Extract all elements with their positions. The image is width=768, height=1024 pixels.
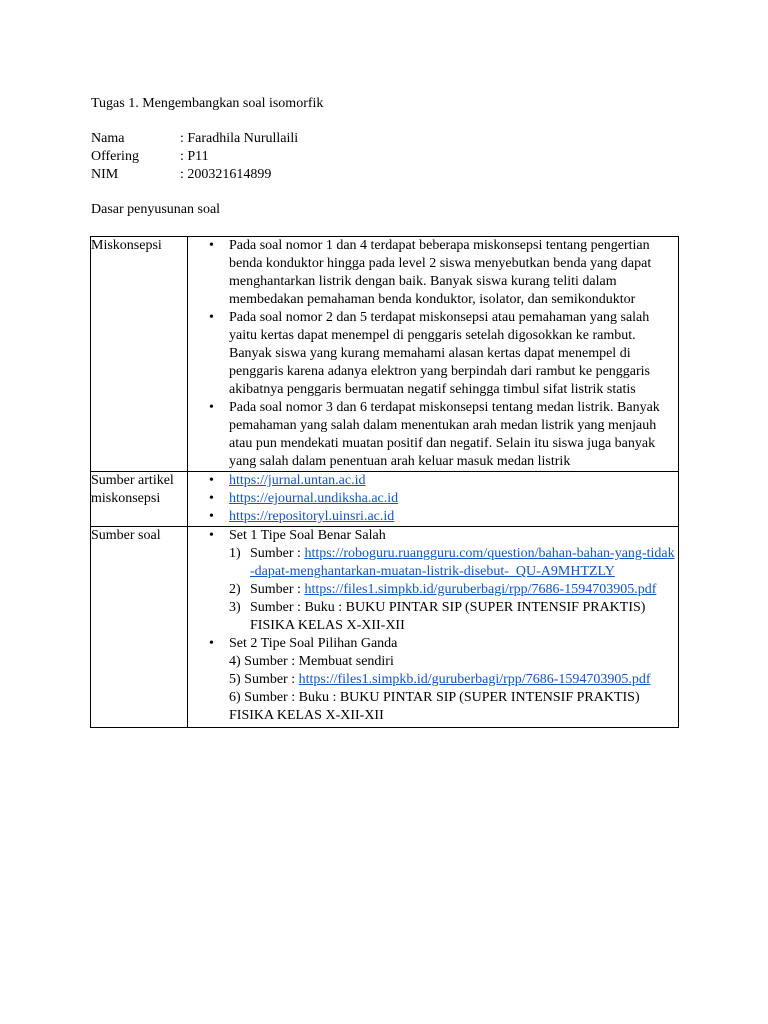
info-label: NIM <box>91 167 119 182</box>
info-value: : P11 <box>180 149 209 164</box>
article-link-list <box>188 472 678 526</box>
student-info <box>91 130 298 184</box>
row-content <box>188 527 679 728</box>
row-label: Sumber artikel miskonsepsi <box>91 472 188 527</box>
item-number: 2) <box>229 582 241 597</box>
question-source-list <box>188 527 678 725</box>
article-link[interactable]: https://jurnal.untan.ac.id <box>229 473 366 488</box>
list-item-set2 <box>188 635 678 725</box>
set-title: • Set 1 Tipe Soal Benar Salah <box>229 528 386 543</box>
list-item: • Pada soal nomor 3 dan 6 terdapat miskonsepsi tentang medan listrik. Banyak pemahaman yang salah dalam menentukan arah medan listrik yang menjauh atau pun mendekati muatan positif dan negatif. Selain itu siswa juga banyak yang salah dalam penentuan arah keluar masuk medan listrik <box>188 399 678 471</box>
article-link[interactable]: https://repositoryl.uinsri.ac.id <box>229 509 395 524</box>
row-content <box>188 472 679 527</box>
section-subtitle: Dasar penyusunan soal <box>91 202 221 217</box>
info-label: Nama <box>91 131 125 146</box>
list-item <box>188 508 678 526</box>
misconception-list <box>188 237 678 471</box>
info-row-nim <box>91 166 298 184</box>
basis-table <box>90 236 679 728</box>
list-item <box>188 490 678 508</box>
list-item-set1 <box>188 527 678 635</box>
info-value: : 200321614899 <box>180 167 272 182</box>
source-link[interactable]: https://roboguru.ruangguru.com/question/bahan-bahan-yang-tidak-dapat-menghantarkan-muatan-listrik-disebut-_QU-A9MHTZLY <box>250 546 675 579</box>
info-value: : Faradhila Nurullaili <box>180 131 299 146</box>
source-line: 4) Sumber : Membuat sendiri <box>229 654 394 669</box>
info-row-offering <box>91 148 298 166</box>
document-title: Tugas 1. Mengembangkan soal isomorfik <box>91 96 324 111</box>
source-link[interactable]: https://files1.simpkb.id/guruberbagi/rpp/7686-1594703905.pdf <box>298 672 651 687</box>
row-label: Sumber soal <box>91 527 188 728</box>
table-row-sumber-artikel <box>91 472 679 527</box>
set-title: • Set 2 Tipe Soal Pilihan Ganda <box>229 636 398 651</box>
source-prefix: 5) Sumber : <box>229 672 299 687</box>
info-label: Offering <box>91 149 139 164</box>
set1-sources <box>229 545 678 635</box>
list-item: • Pada soal nomor 2 dan 5 terdapat miskonsepsi atau pemahaman yang salah yaitu kertas dapat menempel di penggaris setelah digosokkan ke rambut. Banyak siswa yang kurang memahami alasan kertas dapat menempel di penggaris karena adanya elektron yang berpindah dari rambut ke penggaris akibatnya penggaris bermuatan negatif sehingga timbul sifat listrik statis <box>188 309 678 399</box>
source-line: 6) Sumber : Buku : BUKU PINTAR SIP (SUPER INTENSIF PRAKTIS) FISIKA KELAS X-XII-XII <box>229 690 640 723</box>
list-item <box>229 545 678 581</box>
source-prefix: Sumber : <box>250 582 305 597</box>
source-prefix: Sumber : <box>250 546 305 561</box>
list-item <box>229 599 678 635</box>
article-link[interactable]: https://ejournal.undiksha.ac.id <box>229 491 399 506</box>
table-row-sumber-soal <box>91 527 679 728</box>
source-prefix: Sumber : Buku : BUKU PINTAR SIP (SUPER INTENSIF PRAKTIS) FISIKA KELAS X-XII-XII <box>250 600 646 633</box>
list-item: • Pada soal nomor 1 dan 4 terdapat beberapa miskonsepsi tentang pengertian benda konduktor hingga pada level 2 siswa menyebutkan benda yang dapat menghantarkan listrik dengan baik. Banyak siswa kurang teliti dalam membedakan pemahaman benda konduktor, isolator, dan semikonduktor <box>188 237 678 309</box>
item-number: 1) <box>229 546 241 561</box>
source-link[interactable]: https://files1.simpkb.id/guruberbagi/rpp/7686-1594703905.pdf <box>304 582 657 597</box>
table-row-miskonsepsi <box>91 237 679 472</box>
source-line <box>229 671 678 689</box>
list-item <box>229 581 678 599</box>
item-number: 3) <box>229 600 241 615</box>
list-item <box>188 472 678 490</box>
row-content <box>188 237 679 472</box>
info-row-nama <box>91 130 298 148</box>
row-label: Miskonsepsi <box>91 237 188 472</box>
